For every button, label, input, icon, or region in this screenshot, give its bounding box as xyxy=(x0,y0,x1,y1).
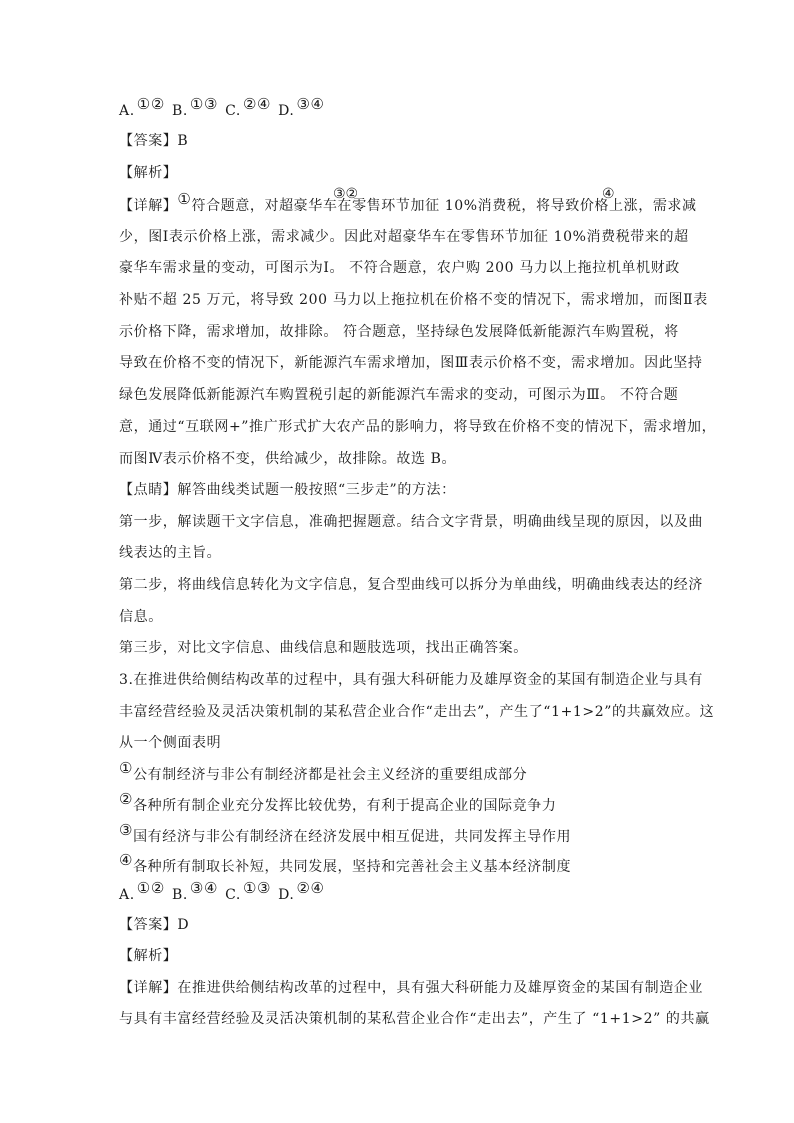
q3-option-d-mark: ②④ xyxy=(296,879,325,897)
q2-step-line-3: 信息。 xyxy=(119,609,163,625)
q2-detail-line-4: 示价格下降，需求增加，故排除。 符合题意，坚持绿色发展降低新能源汽车购置税，将 xyxy=(119,324,679,340)
q3-option-b-mark: ③④ xyxy=(189,879,218,897)
q2-options xyxy=(119,95,679,121)
q2-detail-line-7: 意，通过“互联网+”推广形式扩大农产品的影响力，将导致在价格不变的情况下，需求增加， xyxy=(119,419,717,435)
q2-option-b-mark: ①③ xyxy=(189,95,218,113)
q3-statement-3-mark: ③ xyxy=(119,821,134,839)
q3-options xyxy=(119,879,679,905)
q3-stem-line-1: 丰富经营经验及灵活决策机制的某私营企业合作“走出去”，产生了“1+1>2”的共赢效应。这 xyxy=(119,704,715,720)
q3-statement-2-text: 各种所有制企业充分发挥比较优势，有利于提高企业的国际竞争力 xyxy=(133,798,557,814)
q2-step-line-1: 线表达的主旨。 xyxy=(119,545,222,561)
q3-statement-1-mark: ① xyxy=(119,759,134,777)
q2-detail-line-0: 符合题意，对超豪华车在零售环节加征 10%消费税，将导致价格上涨，需求减 xyxy=(191,198,697,214)
q3-detail-line-1: 与具有丰富经营经验及灵活决策机制的某私营企业合作“走出去”，产生了 “1+1>2” 的共赢 xyxy=(119,1011,710,1027)
q2-tip xyxy=(119,480,679,500)
q2-analysis-label: 【解析】 xyxy=(119,165,178,181)
q3-stem-line-2: 从一个侧面表明 xyxy=(119,735,222,751)
q2-detail-line-8: 而图Ⅳ表示价格不变，供给减少，故排除。故选 B。 xyxy=(119,451,457,467)
q2-detail-mark-32: ③② xyxy=(333,186,359,202)
q2-tip-text: 解答曲线类试题一般按照“三步走”的方法： xyxy=(177,482,456,498)
q3-statement-3-text: 国有经济与非公有制经济在经济发展中相互促进，共同发挥主导作用 xyxy=(133,829,572,845)
q2-option-d-mark: ③④ xyxy=(296,95,325,113)
q2-detail-line-5: 导致在价格不变的情况下，新能源汽车需求增加，图Ⅲ表示价格不变，需求增加。因此坚持 xyxy=(119,355,703,371)
q3-option-c-mark: ①③ xyxy=(242,879,272,897)
q2-option-b: B. xyxy=(171,103,188,119)
q2-option-a-mark: ①② xyxy=(136,95,165,113)
q2-answer: 【答案】B xyxy=(119,133,189,149)
q3-statement-1 xyxy=(119,759,679,785)
q3-option-a-mark: ①② xyxy=(136,879,165,897)
q2-option-c-mark: ②④ xyxy=(242,95,272,113)
q2-step-line-0: 第一步，解读题干文字信息，准确把握题意。结合文字背景，明确曲线呈现的原因，以及曲 xyxy=(119,514,703,530)
q3-stem-line-0: 3.在推进供给侧结构改革的过程中，具有强大科研能力及雄厚资金的某国有制造企业与具有 xyxy=(119,672,703,688)
q2-detail-line-3: 补贴不超 25 万元，将导致 200 马力以上拖拉机在价格不变的情况下，需求增加，而图Ⅱ表 xyxy=(119,292,708,308)
q2-option-d: D. xyxy=(278,103,295,119)
q3-statement-4 xyxy=(119,851,679,877)
q3-analysis-label: 【解析】 xyxy=(119,948,178,964)
q2-option-c: C. xyxy=(225,103,241,119)
q3-statement-2 xyxy=(119,790,679,816)
q3-option-a: A. xyxy=(119,887,135,903)
q2-step-line-2: 第二步，将曲线信息转化为文字信息，复合型曲线可以拆分为单曲线，明确曲线表达的经济 xyxy=(119,577,703,593)
q2-detail-mark-1: ① xyxy=(177,190,192,208)
q3-option-c: C. xyxy=(225,887,241,903)
q2-step-line-4: 第三步，对比文字信息、曲线信息和题肢选项，找出正确答案。 xyxy=(119,640,528,656)
q3-statement-3 xyxy=(119,821,679,847)
q2-detail-label: 【详解】 xyxy=(119,198,178,214)
q2-option-a: A. xyxy=(119,103,135,119)
q2-detail-line-2: 豪华车需求量的变动，可图示为Ⅰ。 不符合题意，农户购 200 马力以上拖拉机单机财政 xyxy=(119,260,680,276)
q3-statement-4-mark: ④ xyxy=(119,851,134,869)
q2-detail-line-6: 绿色发展降低新能源汽车购置税引起的新能源汽车需求的变动，可图示为Ⅲ。 不符合题 xyxy=(119,387,679,403)
q3-answer: 【答案】D xyxy=(119,917,190,933)
q3-statement-1-text: 公有制经济与非公有制经济都是社会主义经济的重要组成部分 xyxy=(133,767,528,783)
q3-option-b: B. xyxy=(171,887,188,903)
q2-detail-line-1: 少，图Ⅰ表示价格上涨，需求减少。因此对超豪华车在零售环节加征 10%消费税带来的超 xyxy=(119,229,689,245)
q3-detail-line-0: 【详解】在推进供给侧结构改革的过程中，具有强大科研能力及雄厚资金的某国有制造企业 xyxy=(119,980,703,996)
q3-statement-4-text: 各种所有制取长补短，共同发展，坚持和完善社会主义基本经济制度 xyxy=(133,859,572,875)
q3-option-d: D. xyxy=(278,887,295,903)
q3-statement-2-mark: ② xyxy=(119,790,134,808)
q2-detail-mark-4: ④ xyxy=(602,186,615,202)
q2-tip-label: 【点睛】 xyxy=(119,482,178,498)
